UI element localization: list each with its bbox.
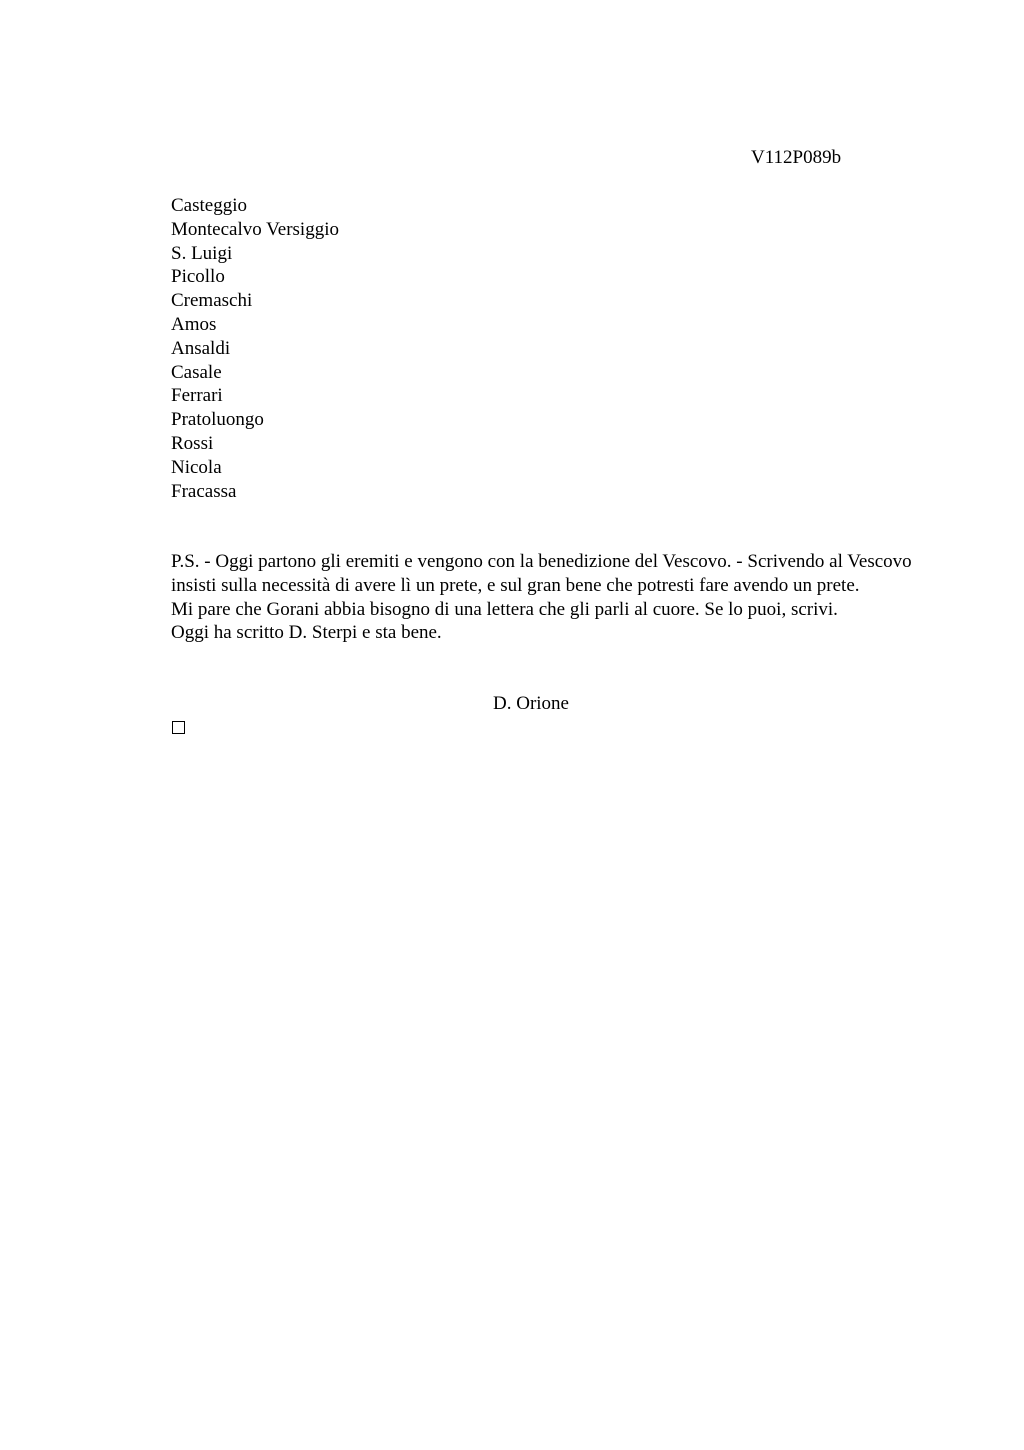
postscript-paragraph: P.S. - Oggi partono gli eremiti e vengono con la benedizione del Vescovo. - Scrivendo al Vescovo insisti sulla necessità di avere lì un prete, e sul gran bene che potresti fare avendo un prete. [171, 551, 912, 596]
signature: D. Orione [493, 693, 569, 714]
list-item: Amos [171, 313, 217, 335]
list-item: Rossi [171, 432, 214, 454]
postscript-paragraph: Mi pare che Gorani abbia bisogno di una lettera che gli parli al cuore. Se lo puoi, scrivi. [171, 598, 838, 620]
list-item: Pratoluongo [171, 409, 264, 431]
list-item: Ansaldi [171, 337, 231, 359]
list-item: Ferrari [171, 385, 223, 407]
postscript-paragraph: Oggi ha scritto D. Sterpi e sta bene. [171, 622, 442, 644]
list-item: Casteggio [171, 195, 247, 216]
list-item: Cremaschi [171, 290, 253, 312]
list-item: Nicola [171, 456, 222, 478]
empty-square-icon [172, 721, 185, 734]
list-item: Casale [171, 361, 222, 383]
list-item: S. Luigi [171, 242, 233, 264]
postscript [171, 550, 931, 645]
list-item: Picollo [171, 266, 225, 288]
list-item: Fracassa [171, 480, 237, 502]
document-id: V112P089b [751, 147, 842, 168]
place-list [171, 194, 339, 503]
list-item: Montecalvo Versiggio [171, 218, 339, 240]
